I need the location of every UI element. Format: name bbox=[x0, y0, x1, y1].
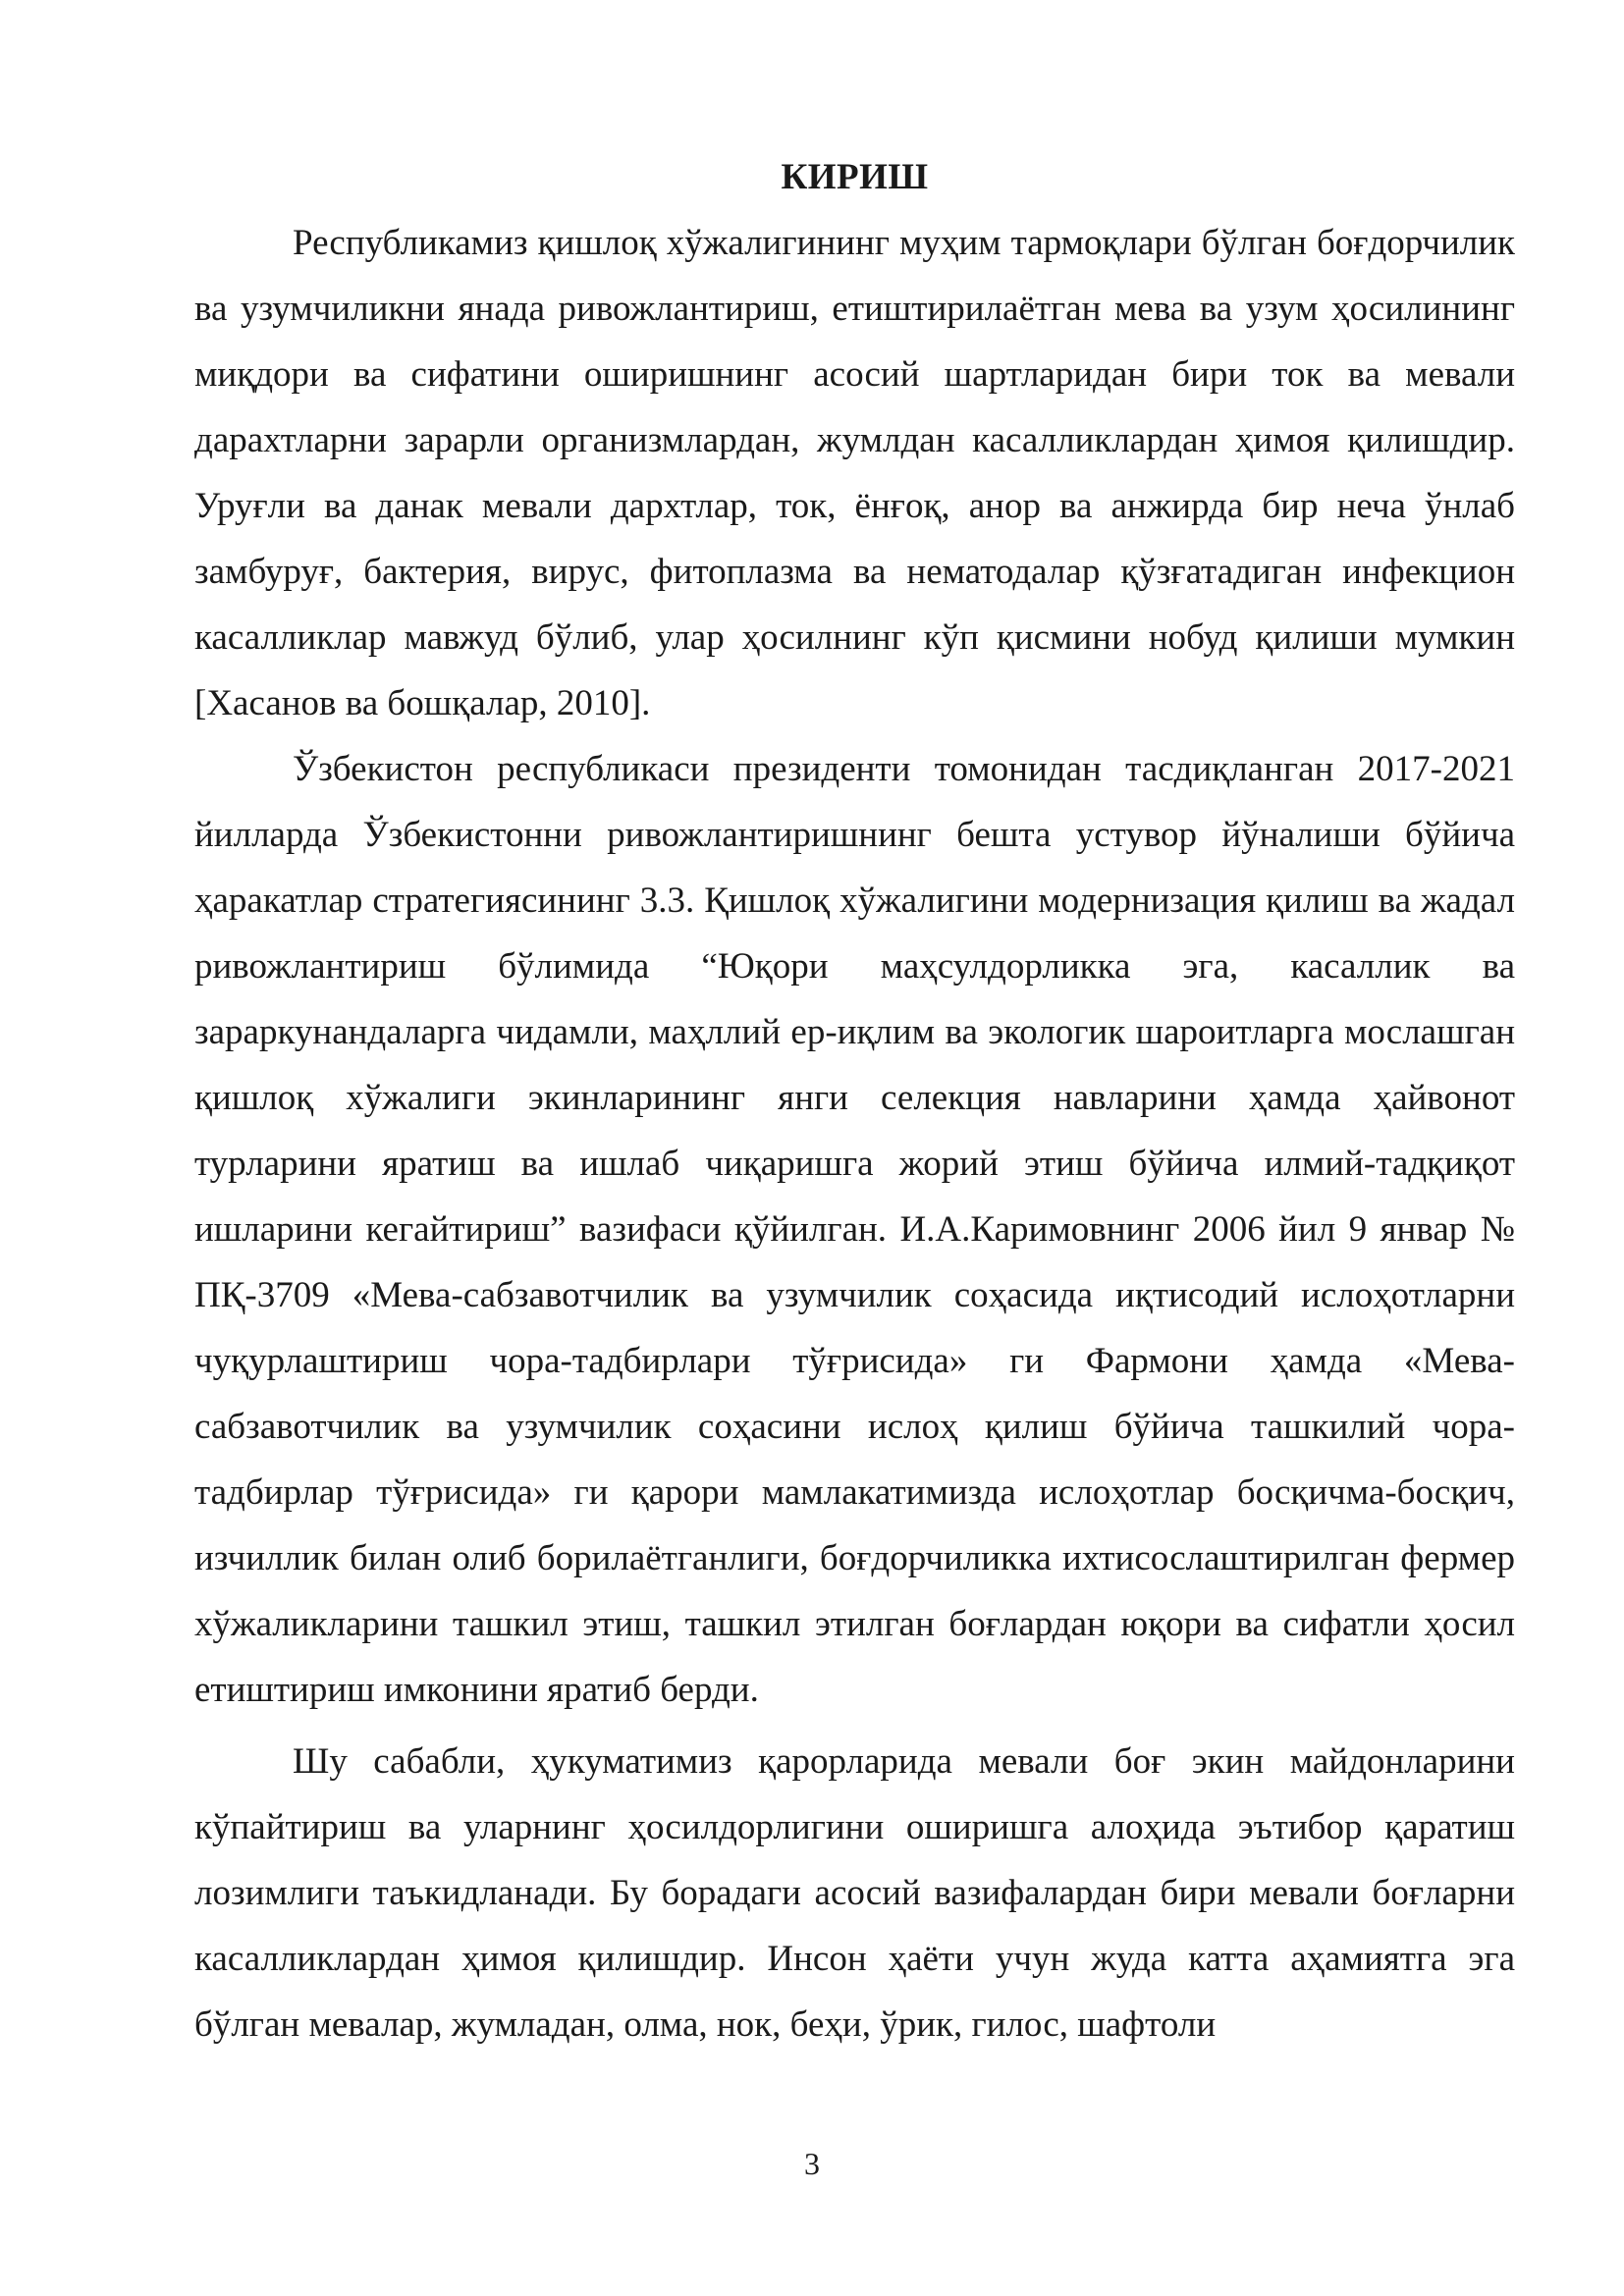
paragraph-1: Республикамиз қишлоқ хўжалигининг муҳим тармоқлари бўлган боғдорчилик ва узумчиликни янада ривожлантириш, етиштирилаётган мева ва узум ҳосилининг миқдори ва сифатини оширишнинг асосий шартларидан бири ток ва мевали дарахтларни зарарли организмлардан, жумлдан касалликлардан ҳимоя қилишдир. Уруғли ва данак мевали дархтлар, ток, ёнғоқ, анор ва анжирда бир неча ўнлаб замбуруғ, бактерия, вирус, фитоплазма ва нематодалар қўзғатадиган инфекцион касалликлар мавжуд бўлиб, улар ҳосилнинг кўп қисмини нобуд қилиши мумкин [Хасанов ва бошқалар, 2010]. bbox=[194, 223, 1515, 723]
document-body bbox=[194, 147, 1515, 2057]
paragraph-3: Шу сабабли, ҳукуматимиз қарорларида мевали боғ экин майдонларини кўпайтириш ва уларнинг ҳосилдорлигини оширишга алоҳида эътибор қаратиш лозимлиги таъкидланади. Бу борадаги асосий вазифалардан бири мевали боғларни касалликлардан ҳимоя қилишдир. Инсон ҳаёти учун жуда катта аҳамиятга эга бўлган мевалар, жумладан, олма, нок, беҳи, ўрик, гилос, шафтоли bbox=[194, 1741, 1515, 2045]
page-number: 3 bbox=[804, 2146, 820, 2181]
section-heading: КИРИШ bbox=[781, 157, 929, 197]
paragraph-2: Ўзбекистон республикаси президенти томонидан тасдиқланган 2017-2021 йилларда Ўзбекистонни ривожлантиришнинг бешта устувор йўналиши бўйича ҳаракатлар стратегиясининг 3.3. Қишлоқ хўжалигини модернизация қилиш ва жадал ривожлантириш бўлимида “Юқори маҳсулдорликка эга, касаллик ва зараркунандаларга чидамли, маҳллий ер-иқлим ва экологик шароитларга мослашган қишлоқ хўжалиги экинларининг янги селекция навларини ҳамда ҳайвонот турларини яратиш ва ишлаб чиқаришга жорий этиш бўйича илмий-тадқиқот ишларини кегайтириш” вазифаси қўйилган. И.А.Каримовнинг 2006 йил 9 январ № ПҚ-3709 «Мева-сабзавотчилик ва узумчилик соҳасида иқтисодий ислоҳотларни чуқурлаштириш чора-тадбирлари тўғрисида» ги Фармони ҳамда «Мева-сабзавотчилик ва узумчилик соҳасини ислоҳ қилиш бўйича ташкилий чора-тадбирлар тўғрисида» ги қарори мамлакатимизда ислоҳотлар босқичма-босқич, изчиллик билан олиб борилаётганлиги, боғдорчиликка ихтисослаштирилган фермер хўжаликларини ташкил этиш, ташкил этилган боғлардан юқори ва сифатли ҳосил етиштириш имконини яратиб берди. bbox=[194, 749, 1515, 1710]
